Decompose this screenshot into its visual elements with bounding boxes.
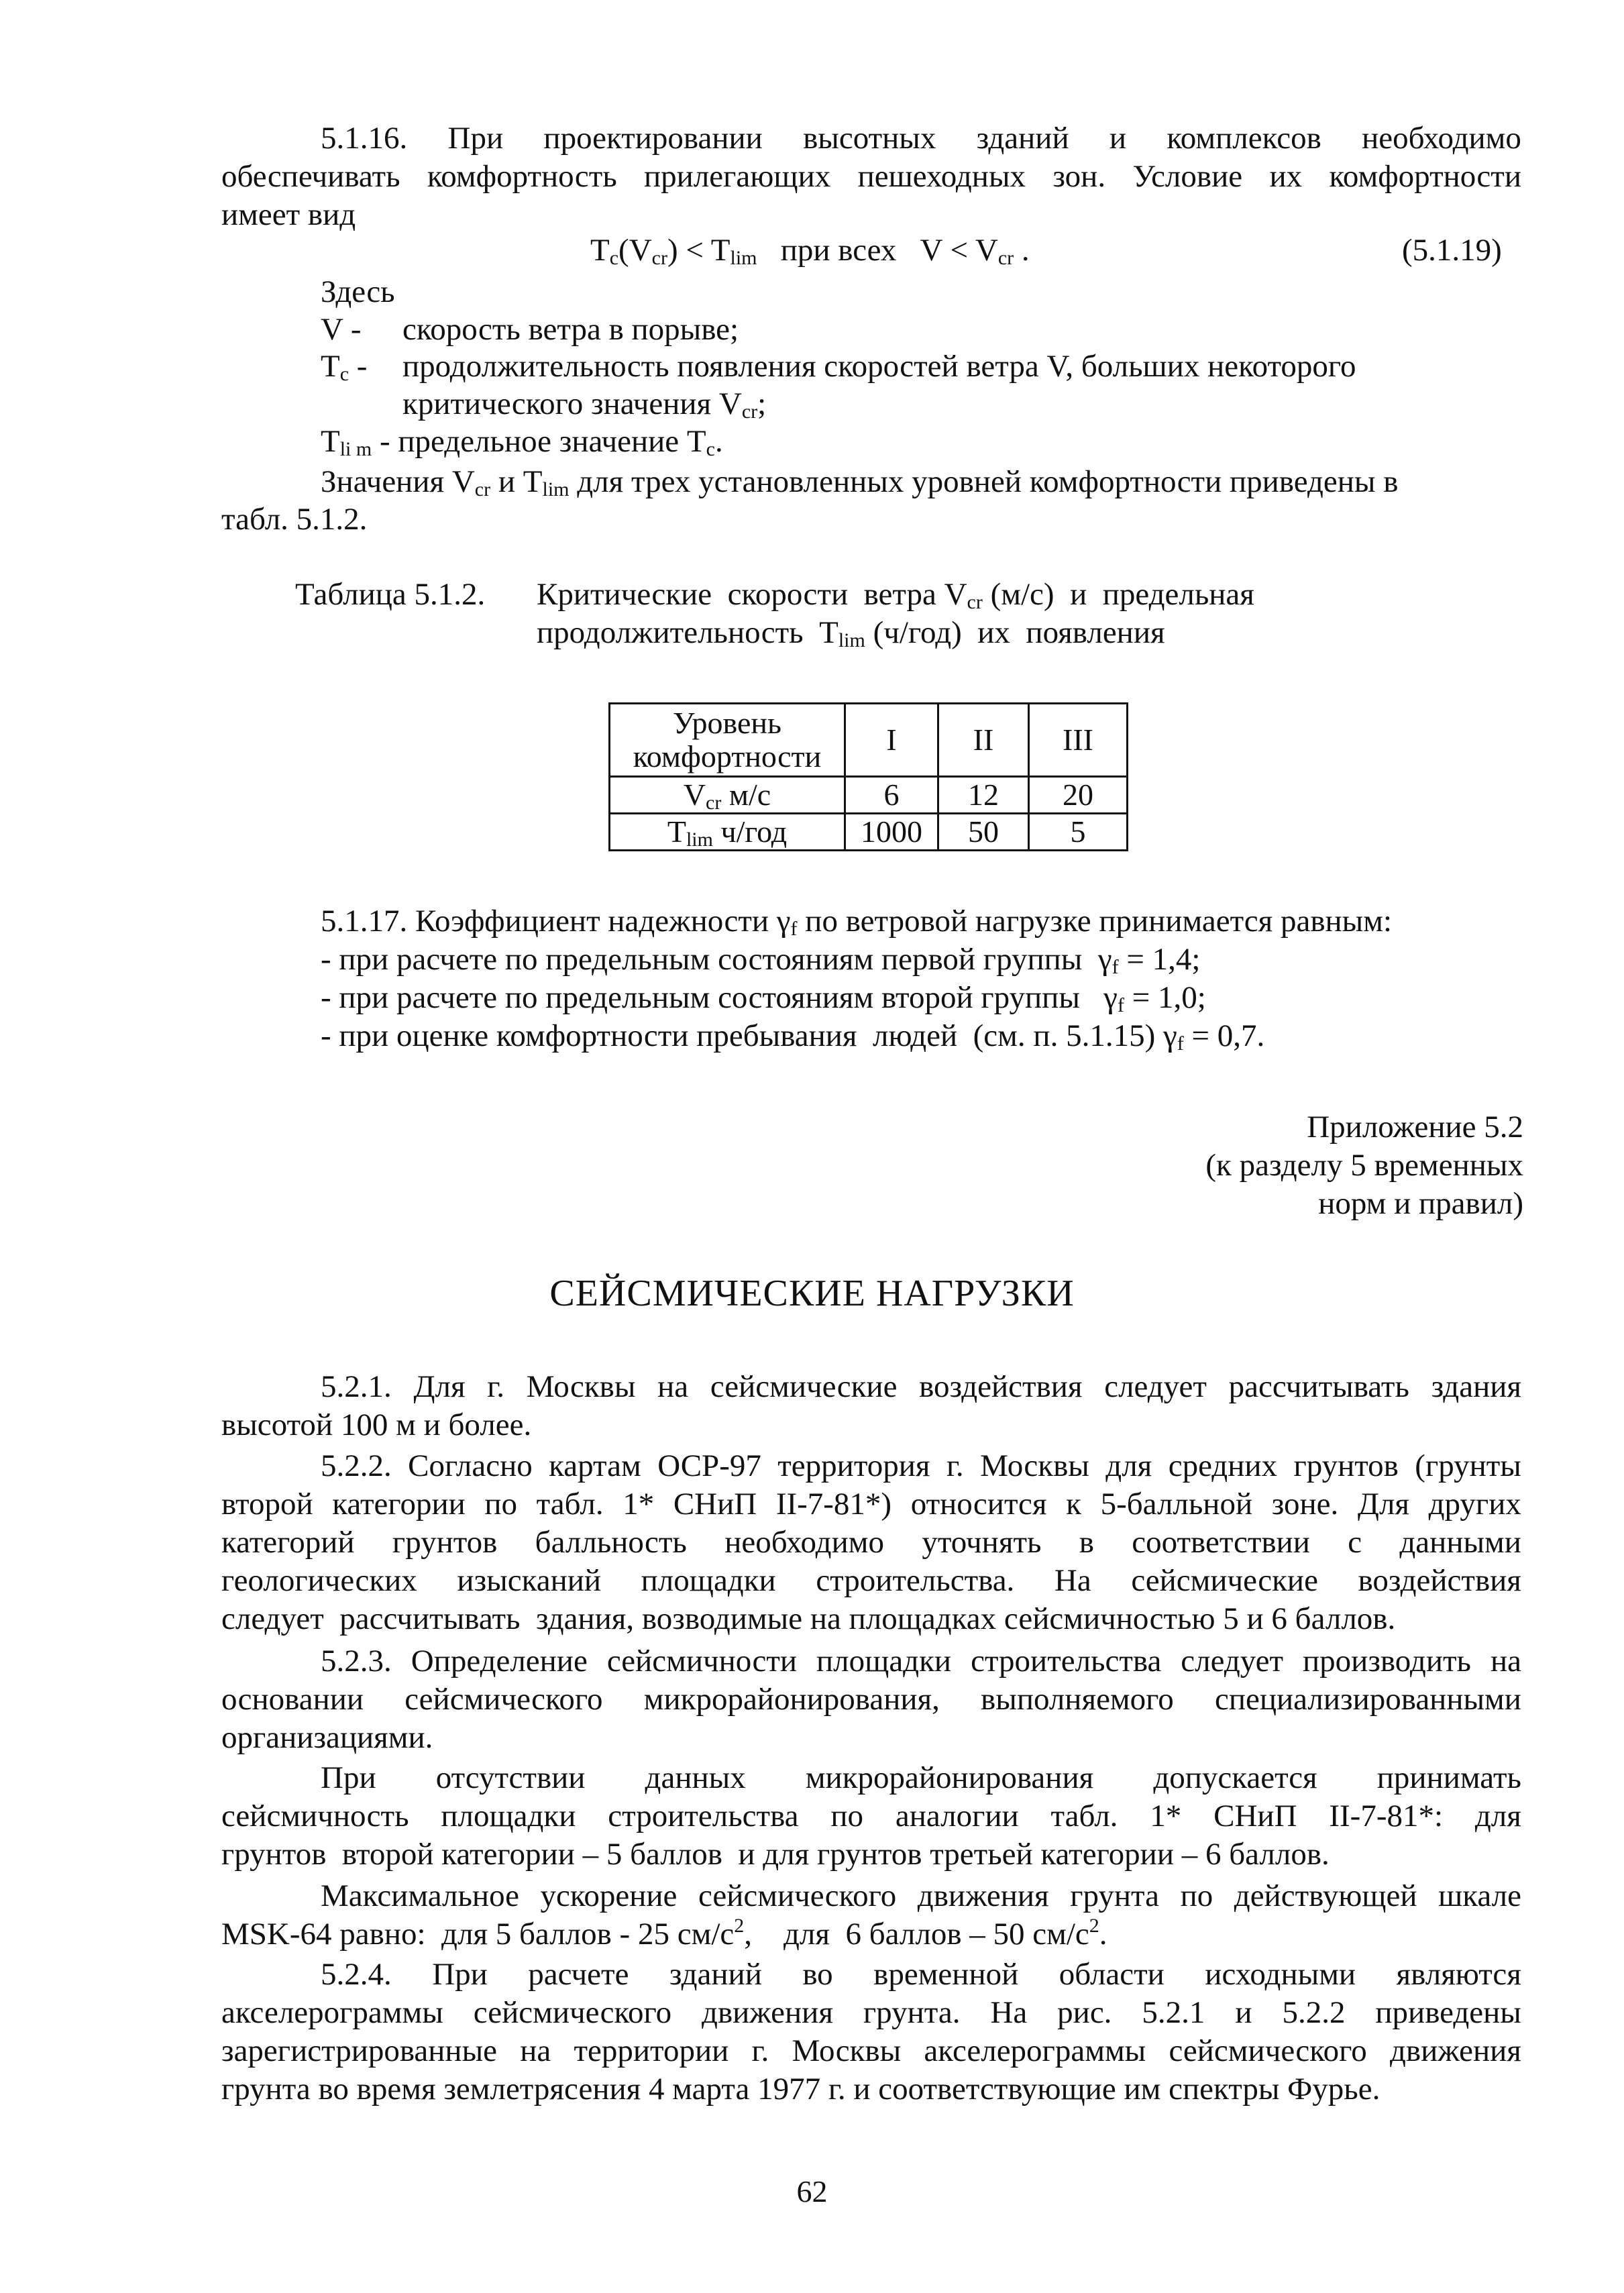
word: Для (1357, 1487, 1410, 1522)
word: площадки (816, 1644, 952, 1678)
values-note-line-1: Значения $V_{cr}$ и $T_{lim}$ для трех установленных уровней комфортности приведены в (321, 464, 1399, 500)
word: аналогии (895, 1799, 1019, 1833)
values-note-line-2: табл. 5.1.2. (221, 502, 368, 537)
word: На (990, 1995, 1028, 2030)
word: 5.2.4. (321, 1957, 392, 1992)
appendix-label: Приложение 5.2 (1307, 1110, 1523, 1144)
word: основании (221, 1682, 364, 1717)
word: являются (1396, 1957, 1521, 1992)
word: ускорение (540, 1878, 678, 1913)
word: расчете (528, 1957, 629, 1992)
definition-v-text: скорость ветра в порыве; (402, 312, 739, 347)
cell-tlim-1: 1000 (845, 814, 938, 851)
word: соответствии (1132, 1525, 1310, 1560)
word: грунта (1070, 1878, 1160, 1913)
word: воздействия (1358, 1563, 1521, 1598)
word: Определение (411, 1644, 588, 1678)
paragraph-5-1-16-line-3: имеет вид (221, 197, 356, 232)
definition-tc-text-1: продолжительность появления скоростей ветра V, больших некоторого (402, 349, 1356, 384)
word: данными (1399, 1525, 1521, 1560)
word: категории (332, 1487, 466, 1522)
word: временной (873, 1957, 1019, 1992)
paragraph-5-2-3-line-7 (321, 1877, 1521, 1915)
paragraph-5-1-17-line-1: 5.1.17. Коэффициент надежности $\gamma_f$ по ветровой нагрузке принимается равным: (321, 904, 1393, 940)
word: производить (1303, 1644, 1471, 1678)
word: 5.2.2 (1282, 1995, 1346, 2030)
word: акселерограммы (924, 2033, 1146, 2068)
word: сейсмического (404, 1682, 603, 1717)
word: картам (549, 1448, 641, 1483)
word: рассчитывать (1228, 1369, 1409, 1404)
word: грунтов (1293, 1448, 1399, 1483)
definition-tlim: $T_{li m}$ - предельное значение $T_c$. (321, 424, 723, 460)
word: сейсмического (1169, 2033, 1367, 2068)
paragraph-5-1-16-line-1 (321, 119, 1521, 157)
word: специализированными (1214, 1682, 1521, 1717)
word: воздействия (919, 1369, 1083, 1404)
paragraph-5-2-4-line-1 (321, 1956, 1521, 1993)
word: с (1348, 1525, 1362, 1560)
row-label-vcr: $V_{cr}$ м/с (610, 777, 845, 814)
here-label: Здесь (321, 274, 395, 309)
header-cell-level-2: II (938, 704, 1029, 777)
word: зданий (669, 1957, 762, 1992)
word: Условие (1132, 159, 1243, 194)
word: 1* (622, 1487, 655, 1522)
word: На (1054, 1563, 1091, 1598)
word: во (802, 1957, 833, 1992)
word: При (447, 121, 504, 156)
paragraph-5-1-16-line-2 (221, 158, 1521, 195)
word: 5.2.1. (321, 1369, 392, 1404)
paragraph-5-2-2-line-3 (221, 1524, 1521, 1561)
paragraph-5-2-2-line-5: следует рассчитывать здания, возводимые на площадках сейсмичностью 5 и 6 баллов. (221, 1601, 1396, 1636)
appendix-ref-line-1: (к разделу 5 временных (1205, 1148, 1523, 1183)
word: исходными (1205, 1957, 1356, 1992)
word: сейсмического (698, 1878, 897, 1913)
section-heading: СЕЙСМИЧЕСКИЕ НАГРУЗКИ (549, 1273, 1075, 1314)
word: на (520, 2033, 551, 2068)
word: в (1079, 1525, 1094, 1560)
row-label-tlim: $T_{lim}$ ч/год (610, 814, 845, 851)
paragraph-5-2-4-line-4: грунта во время землетрясения 4 марта 1977 г. и соответствующие им спектры Фурье. (221, 2072, 1381, 2107)
word: по (1180, 1878, 1213, 1913)
word: относится (910, 1487, 1047, 1522)
word: табл. (536, 1487, 604, 1522)
table-row-vcr (610, 777, 1128, 814)
paragraph-5-1-17-line-4: - при оценке комфортности пребывания людей (см. п. 5.1.15) $\gamma_f = 0,7$. (321, 1018, 1265, 1055)
word: второй (221, 1487, 313, 1522)
word: изысканий (457, 1563, 602, 1598)
header-cell-level-3: III (1029, 704, 1128, 777)
comfort-levels-table (608, 702, 1128, 851)
word: действующей (1234, 1878, 1417, 1913)
word: зоне. (1271, 1487, 1339, 1522)
cell-vcr-2: 12 (938, 777, 1029, 814)
word: средних (1168, 1448, 1278, 1483)
paragraph-5-2-3-line-4 (321, 1759, 1521, 1797)
word: ОСР-97 (657, 1448, 761, 1483)
paragraph-5-2-3-line-2 (221, 1681, 1521, 1718)
paragraph-5-2-2-line-1 (321, 1447, 1521, 1485)
page-number: 62 (796, 2174, 828, 2208)
table-label: Таблица 5.1.2. (295, 577, 486, 612)
cell-tlim-2: 50 (938, 814, 1029, 851)
paragraph-5-2-3-line-1 (321, 1642, 1521, 1680)
word: 5.2.3. (321, 1644, 392, 1678)
word: для (1105, 1448, 1152, 1483)
word: категорий (221, 1525, 355, 1560)
word: СНиП (1213, 1799, 1297, 1833)
word: движения (1390, 2033, 1521, 2068)
word: на (1490, 1644, 1521, 1678)
word: комфортность (427, 159, 617, 194)
word: других (1428, 1487, 1521, 1522)
word: площадки (441, 1799, 576, 1833)
word: следует (1104, 1369, 1207, 1404)
word: акселерограммы (221, 1995, 443, 2030)
word: грунта. (863, 1995, 961, 2030)
word: комплексов (1167, 121, 1321, 156)
word: При (321, 1760, 376, 1795)
word: территория (777, 1448, 930, 1483)
paragraph-5-2-2-line-4 (221, 1562, 1521, 1599)
paragraph-5-2-4-line-2 (221, 1994, 1521, 2031)
word: строительства (608, 1799, 799, 1833)
word: строительства. (816, 1563, 1015, 1598)
word: рис. (1057, 1995, 1112, 2030)
definition-v-symbol: V - (321, 312, 362, 347)
word: отсутствии (435, 1760, 586, 1795)
word: Максимальное (321, 1878, 519, 1913)
header-cell-level-1: I (845, 704, 938, 777)
paragraph-5-2-2-line-2 (221, 1485, 1521, 1523)
definition-tc-text-2: критического значения $V_{cr}$; (402, 386, 767, 423)
word: и (1235, 1995, 1252, 2030)
word: строительства (971, 1644, 1162, 1678)
word: табл. (1050, 1799, 1118, 1833)
word: на (657, 1369, 689, 1404)
word: выполняемого (981, 1682, 1174, 1717)
word: допускается (1153, 1760, 1317, 1795)
cell-vcr-3: 20 (1029, 777, 1128, 814)
word: 5.2.2. (321, 1448, 392, 1483)
word: При (432, 1957, 488, 1992)
cell-vcr-1: 6 (845, 777, 938, 814)
word: к (1066, 1487, 1081, 1522)
word: пешеходных (857, 159, 1026, 194)
paragraph-5-1-17-line-2: - при расчете по предельным состояниям первой группы $\gamma_f = 1,4$; (321, 942, 1201, 978)
word: сейсмичность (221, 1799, 409, 1833)
appendix-ref-line-2: норм и правил) (1318, 1186, 1523, 1221)
word: обеспечивать (221, 159, 400, 194)
word: зарегистрированные (221, 2033, 498, 2068)
word: микрорайонирования, (643, 1682, 940, 1717)
word: 5.1.16. (321, 121, 408, 156)
word: шкале (1438, 1878, 1521, 1913)
paragraph-5-2-3-line-3: организациями. (221, 1720, 433, 1755)
word: зон. (1052, 159, 1106, 194)
word: движения (917, 1878, 1049, 1913)
word: комфортности (1329, 159, 1521, 194)
word: 1* (1150, 1799, 1182, 1833)
word: СНиП (673, 1487, 757, 1522)
word: территории (574, 2033, 729, 2068)
word: необходимо (724, 1525, 884, 1560)
word: данных (645, 1760, 746, 1795)
word: Согласно (408, 1448, 533, 1483)
word: и (1109, 121, 1127, 156)
word: грунтов (392, 1525, 498, 1560)
formula-5-1-19: $T_c(V_{cr}) < T_{lim}$ при всех $V < V_{cr}$ . (590, 233, 1030, 269)
paragraph-5-2-3-line-6: грунтов второй категории – 5 баллов и для грунтов третьей категории – 6 баллов. (221, 1837, 1330, 1872)
paragraph-5-2-3-line-8: MSK-64 равно: для 5 баллов - 25 $см/с^2$, для 6 баллов – 50 $см/с^2$. (221, 1915, 1107, 1952)
word: Москвы (792, 2033, 902, 2068)
word: необходимо (1362, 121, 1521, 156)
word: здания (1431, 1369, 1521, 1404)
word: площадки (641, 1563, 776, 1598)
word: Москвы (980, 1448, 1089, 1483)
word: области (1059, 1957, 1165, 1992)
word: уточнять (922, 1525, 1042, 1560)
word: сейсмические (710, 1369, 898, 1404)
word: сейсмического (473, 1995, 672, 2030)
table-row-tlim (610, 814, 1128, 851)
word: II-7-81*: (1329, 1799, 1444, 1833)
word: микрорайонирования (805, 1760, 1094, 1795)
table-header-row (610, 704, 1128, 777)
word: их (1269, 159, 1303, 194)
word: приведены (1375, 1995, 1521, 2030)
paragraph-5-1-17-line-3: - при расчете по предельным состояниям второй группы $\gamma_f = 1,0$; (321, 980, 1206, 1016)
word: (грунты (1415, 1448, 1521, 1483)
word: высотных (803, 121, 936, 156)
word: г. (946, 1448, 964, 1483)
paragraph-5-2-1-line-2: высотой 100 м и более. (221, 1407, 532, 1442)
table-caption-line-2: продолжительность $T_{lim}$ (ч/год) их появления (537, 615, 1165, 651)
word: Москвы (526, 1369, 636, 1404)
formula-number: (5.1.19) (1402, 233, 1502, 268)
word: принимать (1376, 1760, 1521, 1795)
paragraph-5-2-1-line-1 (321, 1368, 1521, 1405)
word: геологических (221, 1563, 417, 1598)
word: 5-балльной (1100, 1487, 1253, 1522)
word: г. (751, 2033, 769, 2068)
word: движения (702, 1995, 833, 2030)
word: по (830, 1799, 863, 1833)
word: проектировании (543, 121, 763, 156)
word: г. (487, 1369, 504, 1404)
table-caption-line-1: Критические скорости ветра $V_{cr}$ (м/с) и предельная (537, 577, 1254, 613)
word: Для (413, 1369, 466, 1404)
word: следует (1181, 1644, 1284, 1678)
header-cell-level: Уровень комфортности (610, 704, 845, 777)
cell-tlim-3: 5 (1029, 814, 1128, 851)
paragraph-5-2-3-line-5 (221, 1797, 1521, 1835)
word: для (1474, 1799, 1521, 1833)
word: II-7-81*) (775, 1487, 892, 1522)
paragraph-5-2-4-line-3 (221, 2032, 1521, 2070)
word: зданий (976, 121, 1069, 156)
word: 5.2.1 (1142, 1995, 1205, 2030)
word: балльность (535, 1525, 687, 1560)
word: сейсмичности (606, 1644, 798, 1678)
word: прилегающих (644, 159, 831, 194)
definition-tc-symbol: $T_c$ - (321, 349, 368, 385)
word: по (484, 1487, 518, 1522)
word: сейсмические (1131, 1563, 1318, 1598)
